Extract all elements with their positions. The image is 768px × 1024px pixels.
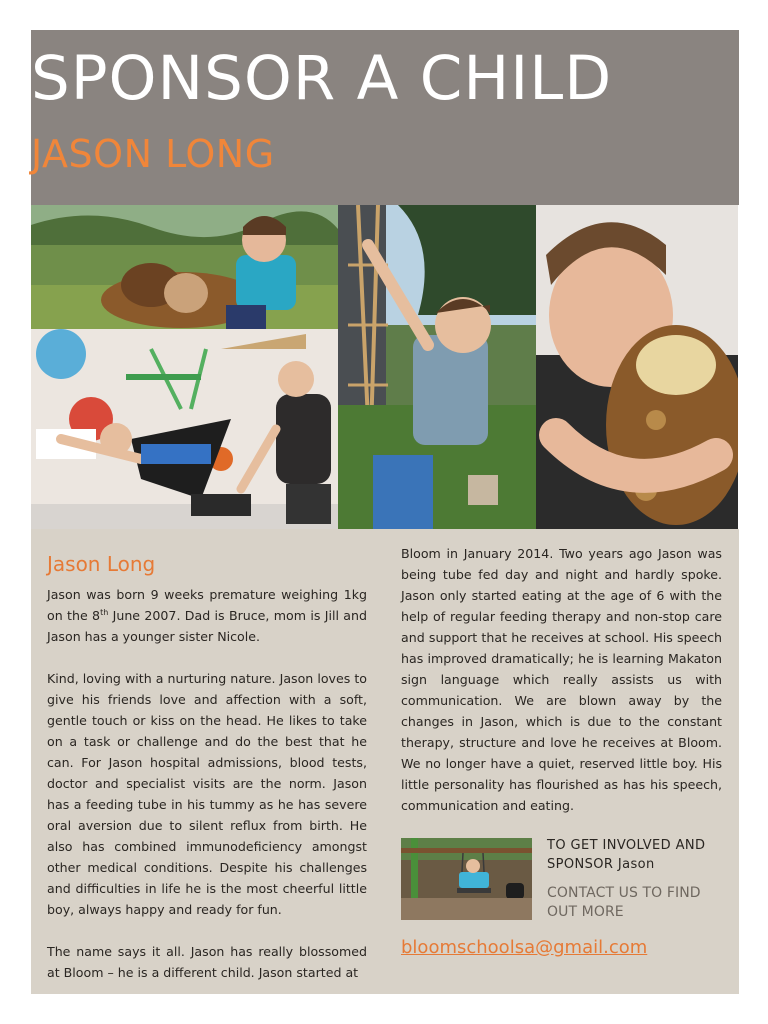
email-link[interactable]: bloomschoolsa@gmail.com	[401, 937, 648, 958]
header-banner	[31, 30, 739, 205]
contact-link[interactable]: CONTACT US TO FIND OUT MORE	[547, 885, 701, 920]
article-left-column	[47, 584, 367, 983]
photo-boy-with-dog	[31, 205, 338, 329]
photo-therapy-swing	[31, 329, 338, 529]
paragraph-blossomed: The name says it all. Jason has really blossomed at Bloom – he is a different child. Jason started at	[47, 944, 367, 980]
page-title: SPONSOR A CHILD	[31, 43, 613, 114]
paragraph-progress: Bloom in January 2014. Two years ago Jason was being tube fed day and night and hardly spoke. Jason only started eating at the age of 6 with the help of regular feeding therapy and non-stop care and support that he receives at school. His speech has improved dramatically; he is learning Makaton sign language which really assists us with communication. We are blown away by the changes in Jason, which is due to the constant therapy, structure and love he receives at Bloom. We no longer have a quiet, reserved little boy. His little personality has flourished as has his speech, communication and eating.	[401, 546, 722, 813]
photo-boy-climbing	[338, 205, 536, 529]
involve-callout: TO GET INVOLVED AND SPONSOR Jason	[547, 838, 706, 872]
article-right-column	[401, 543, 722, 816]
section-heading: Jason Long	[47, 552, 156, 576]
photo-swing-small	[401, 838, 532, 920]
paragraph-personality: Kind, loving with a nurturing nature. Jason loves to give his friends love and affection with a soft, gentle touch or kiss on the head. He likes to take on a task or challenge and do the best that he can. For Jason hospital admissions, blood tests, doctor and specialist visits are the norm. Jason has a feeding tube in his tummy as he has severe oral aversion due to silent reflux from birth. He also has combined immunodeficiency amongst other medical conditions. Despite his challenges and difficulties in life he is the most cheerful little boy, always happy and ready for fun.	[47, 671, 367, 917]
paragraph-birth: Jason was born 9 weeks premature weighing 1kg on the 8th June 2007. Dad is Bruce, mom is Jill and Jason has a younger sister Nicole.	[47, 587, 367, 644]
child-name-subtitle: JASON LONG	[31, 132, 275, 176]
photo-boy-sleeping-with-toy	[536, 205, 738, 529]
